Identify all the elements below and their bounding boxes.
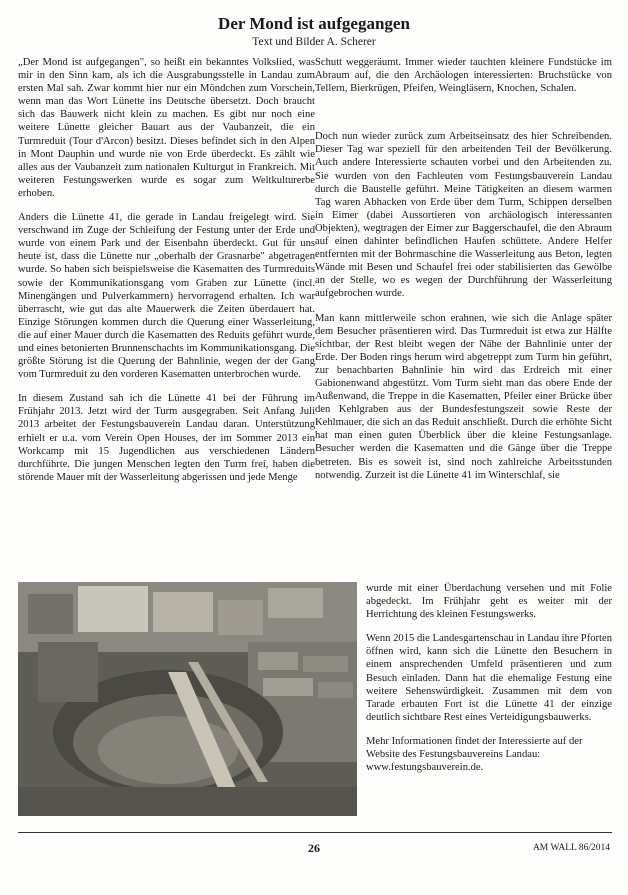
- paragraph: Doch nun wieder zurück zum Arbeitseinsatz des hier Schreibenden. Dieser Tag war speziell für den arbeitenden Teil der Bevölkerung. Auch andere Interessierte schauten vorbei und den Arbeitenden zu. Sie wurden von den Fachleuten vom Festungsbauverein Landau durch die Baustelle geführt. Meine Tätigkeiten an diesem warmen Tag waren Abhacken von Erde über dem Turm, Schippen derselben in Eimer (dabei Aussortieren von archäologisch interessanten Objekten), wegtragen der Eimer zur Baggerschaufel, die den Abraum auf einen dahinter befindlichen Haufen schüttete. Andere Helfer entfernten mit der Bohrmaschine die Wasserleitung aus Beton, legten Wände mit Besen und Schaufel frei oder stabilisierten das Gewölbe an der Stelle, wo es wegen der Durchführung der Wasserleitung aufgebrochen wurde.: [315, 131, 612, 300]
- article-title: Der Mond ist aufgegangen: [218, 14, 410, 33]
- paragraph: Schutt weggeräumt. Immer wieder tauchten kleinere Fundstücke im Abraum auf, die den Archäologen interessierten: Bruchstücke von Tellern, Bierkrügen, Pfeifen, Weingläsern, Knochen, Schalen.: [315, 57, 612, 95]
- column-gap: [315, 106, 612, 130]
- paragraph: wurde mit einer Überdachung versehen und mit Folie abgedeckt. Im Frühjahr geht es weiter mit der Herrichtung des kleinen Festungswerks.: [366, 583, 612, 621]
- paragraph: Anders die Lünette 41, die gerade in Landau freigelegt wird. Sie verschwand im Zuge der Schleifung der Festung unter der Erde und wurde von einem Park und der Eisenbahn überdeckt. Gut für uns heute ist, dass die Lünette nur „oberhalb der Grasnarbe" abgetragen wurde. So haben sich beispielsweise die Kasematten des Turmreduits sowie der Kommunikationsgang vom Graben zur Lünette (incl. Minengängen und Pulverkammern) hervorragend erhalten. Ich war überrascht, wie gut das alte Mauerwerk die Zeiten überdauert hat. Einzige Störungen kommen durch die Querung einer Wasserleitung, die auf einer Mauer durch die Kasematten des Reduits geführt wurde, und eines betonierten Brunnenschachts im Kommunikationsgang. Die größte Störung ist die Querung der Bahnlinie, wegen der der Gang vom Turmreduit zu den vorderen Kasematten unterbrochen wurde.: [18, 212, 315, 381]
- paragraph: Man kann mittlerweile schon erahnen, wie sich die Anlage später dem Besucher präsentieren wird. Das Turmreduit ist etwa zur Hälfte sichtbar, der Rest bleibt wegen der Nähe der Bahnlinie unter der Erde. Der Boden rings herum wird abgetreppt zum Turm hin geführt, zur benachbarten Bahnlinie hin wird das Erdreich mit einer Gabionenwand abgestützt. Vom Turm sieht man das obere Ende der Außenwand, die Treppe in die Kasematten, Pfeiler einer Brücke über den Kehlgraben aus der Bundesfestungszeit sowie Reste der Kehlmauer, die sich an das Reduit anschließt. Durch die erhöhte Sicht hat man einen guten Überblick über die kleine Festungsanlage. Besucher werden die Kasematten und die Gänge über die Treppe betreten. Bis es soweit ist, sind noch zahlreiche Arbeitsstunden notwendig. Zurzeit ist die Lünette 41 im Winterschlaf, sie: [315, 312, 612, 481]
- left-column: [18, 56, 315, 495]
- paragraph: „Der Mond ist aufgegangen", so heißt ein bekanntes Volkslied, was mir in den Sinn kam, als ich die Ausgrabungsstelle in Landau zum ersten Mal sah. Zwar kommt hier nur ein Möndchen zum Vorschein, wenn man das Wort Lünette ins Deutsche übersetzt. Doch braucht sich das Bauwerk nicht klein zu machen. Es gibt nur noch eine weitere Lünette gleicher Bauart aus der Vaubanzeit, die ein Turmreduit (Tour d'Arcon) besitzt. Dieses befindet sich in den Alpen in Mont Dauphin und wurde nie von Erde überdeckt. Es zählt wie alles aus der Vaubanzeit zum nationalen Kulturgut in Frankreich. Mit weiteren Festungswerken wurde es sogar zum Weltkulturerbe erhoben.: [18, 57, 315, 199]
- paragraph: Mehr Informationen findet der Interessierte auf der Website des Festungsbauvereins Landau: www.festungsbauverein.de.: [366, 735, 583, 774]
- page-number: 26: [308, 841, 320, 855]
- lower-right-column: [366, 582, 612, 785]
- paragraph: Wenn 2015 die Landesgartenschau in Landau ihre Pforten öffnen wird, kann sich die Lünette den Besuchern in einem ansprechenden Umfeld präsentieren und zum Besuch einladen. Dann hat die ehemalige Festung eine weitere Sehenswürdigkeit. Zusammen mit dem von Tarade erbauten Fort ist die Lünette 41 der einzige deutlich sichtbare Rest eines Verteidigungsbauwerks.: [366, 633, 612, 723]
- issue-label: AM WALL 86/2014: [532, 843, 610, 853]
- footer-divider: [18, 832, 612, 833]
- right-column: [315, 56, 612, 493]
- paragraph: In diesem Zustand sah ich die Lünette 41 bei der Führung im Frühjahr 2013. Jetzt wird der Turm ausgegraben. Seit Anfang Juli 2013 arbeitet der Festungsbauverein Landau daran. Unterstützung erhielt er u.a. vom Verein Open Houses, der im Sommer 2013 ein Workcamp mit 15 Jugendlichen aus verschiedenen Ländern durchführte. Die jungen Menschen legten den Turm frei, haben die störende Mauer mit der Wasserleitung abgerissen und jede Menge: [18, 393, 315, 483]
- excavation-photo: [18, 582, 357, 816]
- article-byline: Text und Bilder A. Scherer: [252, 36, 376, 48]
